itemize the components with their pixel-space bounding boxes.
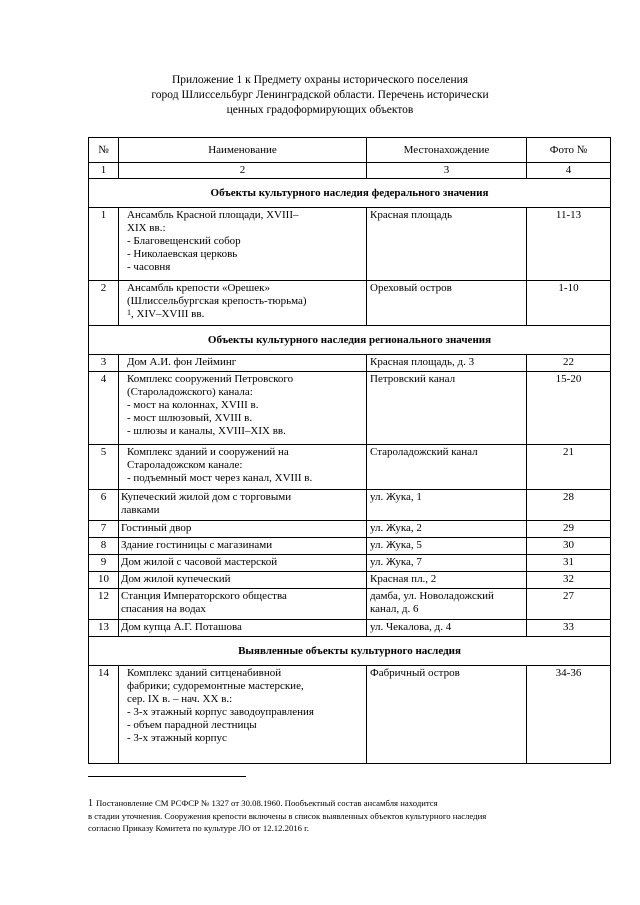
row-location xyxy=(367,355,527,372)
table-row xyxy=(89,208,611,281)
footnote-line-2: в стадии уточнения. Сооружения крепости включены в список выявленных объектов культурного наследия xyxy=(88,811,487,821)
row-photo: 32 xyxy=(527,572,611,589)
table-row xyxy=(89,445,611,490)
row-name xyxy=(119,666,367,764)
name-line: - объем парадной лестницы xyxy=(127,719,257,731)
name-line: - 3-х этажный корпус xyxy=(127,732,227,744)
name-line: Комплекс сооружений Петровского xyxy=(127,373,294,385)
name-line: Дом жилой с часовой мастерской xyxy=(121,556,278,568)
name-line: Купеческий жилой дом с торговыми xyxy=(121,491,292,503)
row-photo: 27 xyxy=(527,589,611,620)
location-line: ул. Жука, 5 xyxy=(370,539,422,551)
footnote-ref: 1 xyxy=(127,308,131,317)
row-num: 6 xyxy=(89,490,119,521)
name-line: Дом А.И. фон Лейминг xyxy=(127,356,237,368)
footnote-line-3: согласно Приказу Комитета по культуре ЛО от 12.12.2016 г. xyxy=(88,823,309,833)
name-line: Станция Императорского общества xyxy=(121,590,287,602)
table-row xyxy=(89,620,611,637)
location-line: Красная площадь xyxy=(370,209,453,221)
row-location xyxy=(367,589,527,620)
name-line: лавками xyxy=(121,504,160,516)
name-line: Староладожском канале: xyxy=(127,459,243,471)
name-line: - Благовещенский собор xyxy=(127,235,241,247)
heading-line-2: город Шлиссельбург Ленинградской области. Перечень исторически xyxy=(151,89,489,101)
table-row xyxy=(89,355,611,372)
name-line: Комплекс зданий и сооружений на xyxy=(127,446,289,458)
name-line: (Староладожского) канала: xyxy=(127,386,253,398)
name-line: XIX вв.: xyxy=(127,222,166,234)
name-line-tail: , XIV–XVIII вв. xyxy=(131,308,205,320)
name-line: Дом купца А.Г. Поташова xyxy=(121,621,242,633)
row-name xyxy=(119,555,367,572)
row-photo: 11-13 xyxy=(527,208,611,281)
section-title-regional: Объекты культурного наследия регионального значения xyxy=(89,326,611,355)
row-location xyxy=(367,521,527,538)
location-line: ул. Жука, 7 xyxy=(370,556,422,568)
table-row xyxy=(89,490,611,521)
heading-line-1: Приложение 1 к Предмету охраны исторического поселения xyxy=(171,74,469,86)
name-line: сер. IX в. – нач. XX в.: xyxy=(127,693,233,705)
table-row xyxy=(89,555,611,572)
row-photo: 34-36 xyxy=(527,666,611,764)
location-line: канал, д. 6 xyxy=(370,603,419,615)
row-photo: 31 xyxy=(527,555,611,572)
row-name xyxy=(119,589,367,620)
name-line: фабрики; судоремонтные мастерские, xyxy=(127,680,304,692)
table-row xyxy=(89,521,611,538)
header-photo: Фото № xyxy=(527,138,611,163)
name-line xyxy=(127,308,363,321)
table-row xyxy=(89,281,611,326)
row-num: 9 xyxy=(89,555,119,572)
row-name xyxy=(119,572,367,589)
row-location xyxy=(367,555,527,572)
name-line: - 3-х этажный корпус заводоуправления xyxy=(127,706,314,718)
row-num: 13 xyxy=(89,620,119,637)
row-location xyxy=(367,281,527,326)
row-photo: 22 xyxy=(527,355,611,372)
row-num: 14 xyxy=(89,666,119,764)
section-row-federal xyxy=(89,179,611,208)
name-line: - Николаевская церковь xyxy=(127,248,238,260)
location-line: Красная пл., 2 xyxy=(370,573,437,585)
row-photo: 29 xyxy=(527,521,611,538)
location-line: ул. Чекалова, д. 4 xyxy=(370,621,452,633)
row-num: 4 xyxy=(89,372,119,445)
col-number-1: 1 xyxy=(89,163,119,179)
name-line: - часовня xyxy=(127,261,171,273)
header-location: Местонахождение xyxy=(367,138,527,163)
col-number-2: 2 xyxy=(119,163,367,179)
table-row xyxy=(89,666,611,764)
location-line: Староладожский канал xyxy=(370,446,478,458)
section-row-identified xyxy=(89,637,611,666)
name-line: - шлюзы и каналы, XVIII–XIX вв. xyxy=(127,425,286,437)
footnote-mark: 1 xyxy=(88,798,93,809)
heading-line-3: ценных градоформирующих объектов xyxy=(226,104,414,116)
location-line: Петровский канал xyxy=(370,373,456,385)
col-number-4: 4 xyxy=(527,163,611,179)
row-num: 8 xyxy=(89,538,119,555)
name-line: - мост шлюзовый, XVIII в. xyxy=(127,412,253,424)
row-num: 10 xyxy=(89,572,119,589)
name-line: Комплекс зданий ситценабивной xyxy=(127,667,282,679)
location-line: дамба, ул. Новоладожский xyxy=(370,590,494,602)
name-line: - подъемный мост через канал, XVIII в. xyxy=(127,472,313,484)
row-location xyxy=(367,620,527,637)
section-row-regional xyxy=(89,326,611,355)
page-heading xyxy=(0,73,640,118)
row-name xyxy=(119,490,367,521)
footnote-text: Постановление СМ РСФСР № 1327 от 30.08.1960. Пообъектный состав ансамбля находится xyxy=(96,798,438,808)
row-num: 2 xyxy=(89,281,119,326)
row-name xyxy=(119,445,367,490)
row-num: 1 xyxy=(89,208,119,281)
header-name: Наименование xyxy=(119,138,367,163)
row-num: 7 xyxy=(89,521,119,538)
footnote-separator xyxy=(88,776,246,777)
footnote xyxy=(88,797,628,834)
row-location xyxy=(367,572,527,589)
row-location xyxy=(367,538,527,555)
col-number-3: 3 xyxy=(367,163,527,179)
row-location xyxy=(367,445,527,490)
location-line: ул. Жука, 2 xyxy=(370,522,422,534)
column-numbers-row xyxy=(89,163,611,179)
section-title-identified: Выявленные объекты культурного наследия xyxy=(89,637,611,666)
row-location xyxy=(367,372,527,445)
row-location xyxy=(367,490,527,521)
name-line: Ансамбль крепости «Орешек» xyxy=(127,282,271,294)
row-photo: 15-20 xyxy=(527,372,611,445)
name-line: спасания на водах xyxy=(121,603,206,615)
table-row xyxy=(89,372,611,445)
header-num: № xyxy=(89,138,119,163)
row-photo: 30 xyxy=(527,538,611,555)
row-location xyxy=(367,208,527,281)
row-location xyxy=(367,666,527,764)
table-row xyxy=(89,589,611,620)
table-row xyxy=(89,572,611,589)
name-line: Ансамбль Красной площади, XVIII– xyxy=(127,209,299,221)
row-name xyxy=(119,355,367,372)
header-row xyxy=(89,138,611,163)
row-name xyxy=(119,620,367,637)
row-num: 12 xyxy=(89,589,119,620)
row-num: 3 xyxy=(89,355,119,372)
row-photo: 1-10 xyxy=(527,281,611,326)
section-title-federal: Объекты культурного наследия федерального значения xyxy=(89,179,611,208)
name-line: Дом жилой купеческий xyxy=(121,573,231,585)
row-photo: 28 xyxy=(527,490,611,521)
name-line: Здание гостиницы с магазинами xyxy=(121,539,273,551)
location-line: Фабричный остров xyxy=(370,667,460,679)
location-line: ул. Жука, 1 xyxy=(370,491,422,503)
name-line: - мост на колоннах, XVIII в. xyxy=(127,399,259,411)
row-name xyxy=(119,372,367,445)
row-name xyxy=(119,208,367,281)
row-photo: 33 xyxy=(527,620,611,637)
name-line: Гостиный двор xyxy=(121,522,192,534)
location-line: Ореховый остров xyxy=(370,282,452,294)
location-line: Красная площадь, д. 3 xyxy=(370,356,475,368)
row-name xyxy=(119,281,367,326)
name-line: (Шлиссельбургская крепость-тюрьма) xyxy=(127,295,307,307)
table-row xyxy=(89,538,611,555)
row-name xyxy=(119,521,367,538)
row-name xyxy=(119,538,367,555)
footnote-line-1 xyxy=(88,797,628,810)
row-num: 5 xyxy=(89,445,119,490)
row-photo: 21 xyxy=(527,445,611,490)
objects-table xyxy=(88,137,611,764)
